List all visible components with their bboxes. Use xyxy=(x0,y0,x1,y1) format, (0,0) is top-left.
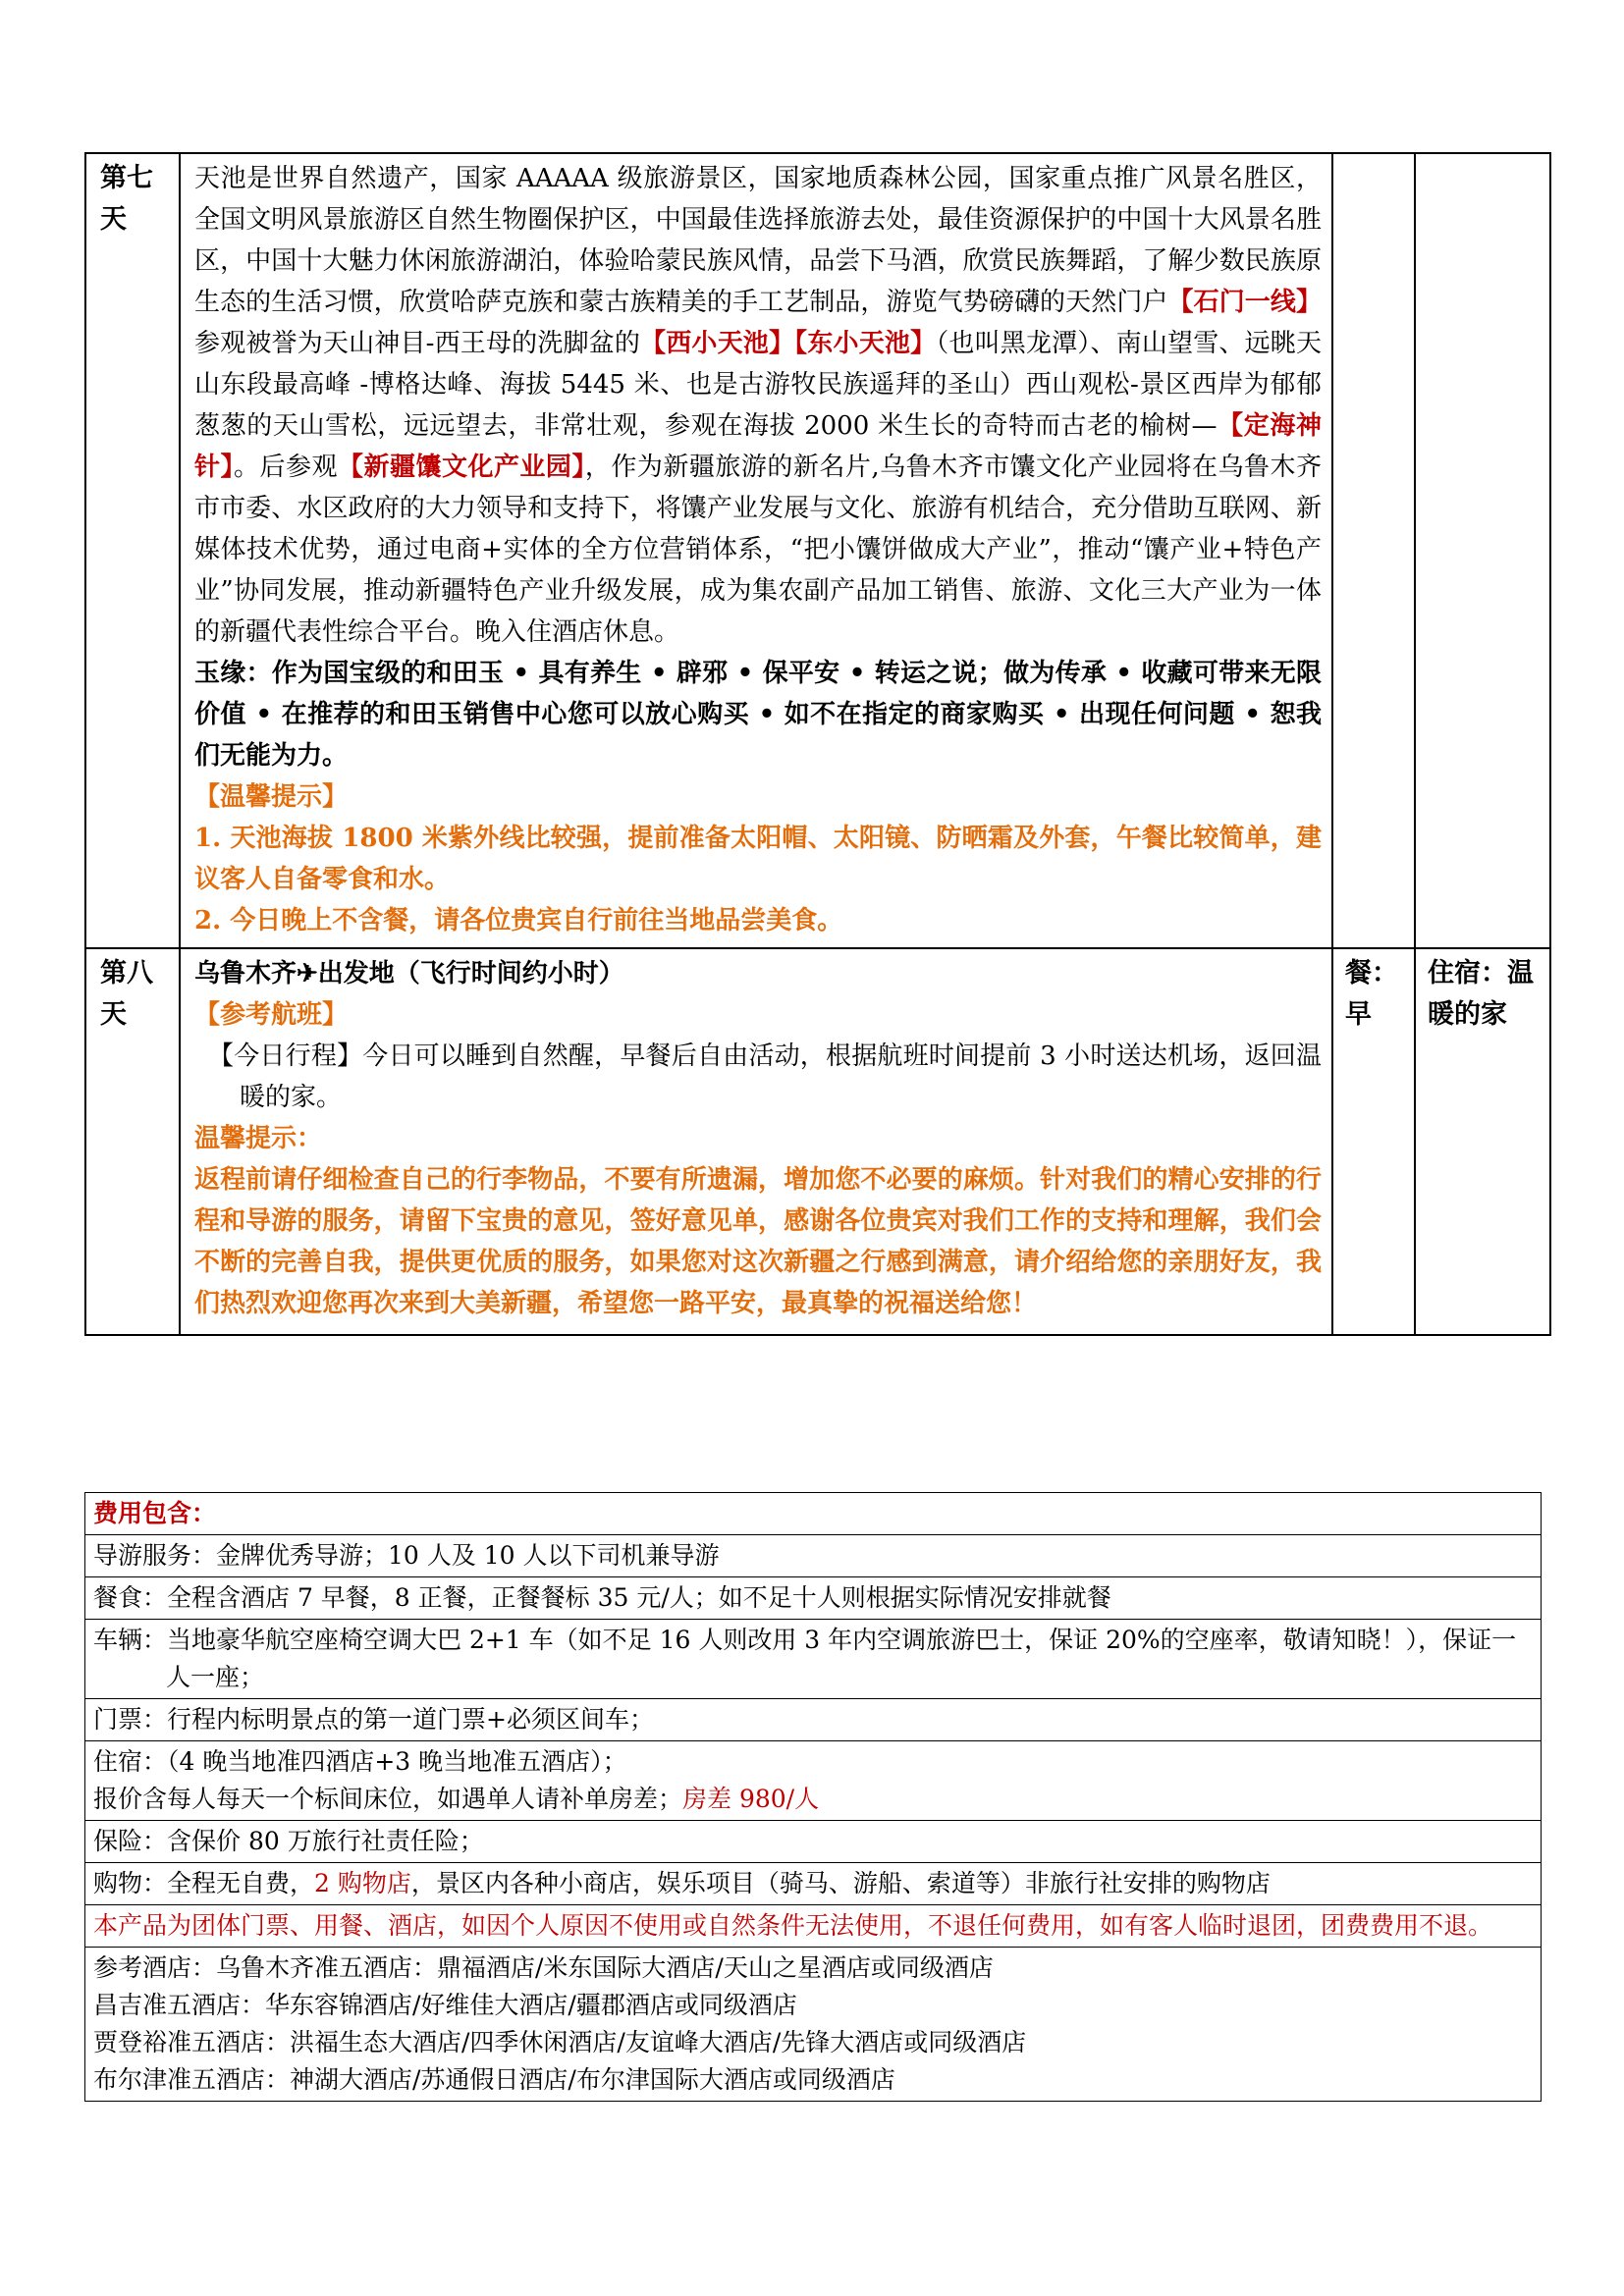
single-room-surcharge: 房差 980/人 xyxy=(682,1785,820,1813)
day7-content xyxy=(180,153,1332,948)
day8-meal: 餐：早 xyxy=(1332,948,1415,1335)
hotel-ref-4: 布尔津准五酒店：神湖大酒店/苏通假日酒店/布尔津国际大酒店或同级酒店 xyxy=(93,2065,895,2094)
day8-label: 第八天 xyxy=(85,948,180,1335)
spot-nang-park: 【新疆馕文化产业园】 xyxy=(337,453,585,482)
hotel-ref-1: 参考酒店：乌鲁木齐准五酒店：鼎福酒店/米东国际大酒店/天山之星酒店或同级酒店 xyxy=(93,1953,994,1982)
fee-lodging xyxy=(85,1741,1542,1821)
day7-jade-note: 玉缘：作为国宝级的和田玉 • 具有养生 • 辟邪 • 保平安 • 转运之说；做为传承 • 收藏可带来无限价值 • 在推荐的和田玉销售中心您可以放心购买 • 如不在指定的商家购买 • 出现任何问题 • 恕我们无能为力。 xyxy=(194,659,1322,771)
day7-label: 第七天 xyxy=(85,153,180,948)
day7-tip-1: 1. 天池海拔 1800 米紫外线比较强，提前准备太阳帽、太阳镜、防晒霜及外套，午餐比较简单，建议客人自备零食和水。 xyxy=(194,824,1322,894)
fee-table xyxy=(84,1492,1542,2102)
spot-tianchi: 【西小天池】【东小天池】 xyxy=(640,329,937,358)
spot-dinghai: 【定海神针】 xyxy=(194,411,1322,482)
day7-hotel xyxy=(1415,153,1550,948)
fee-shopping: 购物：全程无自费，2 购物店，景区内各种小商店，娱乐项目（骑马、游船、索道等）非旅行社安排的购物店 xyxy=(85,1863,1542,1905)
day7-tip-title: 【温馨提示】 xyxy=(194,782,349,812)
fee-insurance: 保险：含保价 80 万旅行社责任险； xyxy=(85,1821,1542,1863)
spot-shimen: 【石门一线】 xyxy=(1167,288,1322,317)
fee-guide: 导游服务：金牌优秀导游；10 人及 10 人以下司机兼导游 xyxy=(85,1535,1542,1577)
day8-route: 乌鲁木齐✈出发地（飞行时间约小时） xyxy=(194,959,624,988)
fee-hotels xyxy=(85,1948,1542,2102)
hotel-ref-3: 贾登裕准五酒店：洪福生态大酒店/四季休闲酒店/友谊峰大酒店/先锋大酒店或同级酒店 xyxy=(93,2028,1027,2056)
day8-tip-body: 返程前请仔细检查自己的行李物品，不要有所遗漏，增加您不必要的麻烦。针对我们的精心安排的行程和导游的服务，请留下宝贵的意见，签好意见单，感谢各位贵宾对我们工作的支持和理解，我们会不断的完善自我，提供更优质的服务，如果您对这次新疆之行感到满意，请介绍给您的亲朋好友，我们热烈欢迎您再次来到大美新疆，希望您一路平安，最真挚的祝福送给您！ xyxy=(194,1165,1322,1318)
shopping-count: 2 购物店 xyxy=(314,1869,411,1897)
day8-hotel: 住宿：温暖的家 xyxy=(1415,948,1550,1335)
fee-lodging-line1: 住宿：（4 晚当地准四酒店+3 晚当地准五酒店）； xyxy=(93,1747,627,1776)
fee-lodging-line2: 报价含每人每天一个标间床位，如遇单人请补单房差；房差 980/人 xyxy=(93,1785,820,1813)
fee-food: 餐食：全程含酒店 7 早餐，8 正餐，正餐餐标 35 元/人；如不足十人则根据实际情况安排就餐 xyxy=(85,1577,1542,1620)
fee-vehicle: 车辆：当地豪华航空座椅空调大巴 2+1 车（如不足 16 人则改用 3 年内空调旅游巴士，保证 20%的空座率，敬请知晓！），保证一人一座； xyxy=(85,1620,1542,1699)
fee-title: 费用包含： xyxy=(85,1493,1542,1535)
itinerary-table xyxy=(84,152,1551,1336)
day7-row xyxy=(85,153,1550,948)
day8-tip-title: 温馨提示： xyxy=(194,1124,323,1153)
day7-paragraph: 天池是世界自然遗产，国家 AAAAA 级旅游景区，国家地质森林公园，国家重点推广风景名胜区，全国文明风景旅游区自然生物圈保护区，中国最佳选择旅游去处，最佳资源保护的中国十大风景名胜区，中国十大魅力休闲旅游湖泊，体验哈蒙民族风情，品尝下马酒，欣赏民族舞蹈，了解少数民族原生态的生活习惯，欣赏哈萨克族和蒙古族精美的手工艺制品，游览气势磅礴的天然门户【石门一线】参观被誉为天山神目-西王母的洗脚盆的【西小天池】【东小天池】（也叫黑龙潭）、南山望雪、远眺天山东段最高峰 -博格达峰、海拔 5445 米、也是古游牧民族遥拜的圣山）西山观松-景区西岸为郁郁葱葱的天山雪松，远远望去，非常壮观，参观在海拔 2000 米生长的奇特而古老的榆树—【定海神针】。后参观【新疆馕文化产业园】，作为新疆旅游的新名片,乌鲁木齐市馕文化产业园将在乌鲁木齐市市委、水区政府的大力领导和支持下，将馕产业发展与文化、旅游有机结合，充分借助互联网、新媒体技术优势，通过电商+实体的全方位营销体系，“把小馕饼做成大产业”，推动“馕产业+特色产业”协同发展，推动新疆特色产业升级发展，成为集农副产品加工销售、旅游、文化三大产业为一体的新疆代表性综合平台。晚入住酒店休息。 xyxy=(194,164,1322,647)
day7-meal xyxy=(1332,153,1415,948)
day8-flight-title: 【参考航班】 xyxy=(194,1000,349,1030)
day7-tip-2: 2. 今日晚上不含餐，请各位贵宾自行前往当地品尝美食。 xyxy=(194,906,843,935)
day8-schedule: 【今日行程】今日可以睡到自然醒，早餐后自由活动，根据航班时间提前 3 小时送达机场，返回温暖的家。 xyxy=(208,1041,1322,1112)
hotel-ref-2: 昌吉准五酒店：华东容锦酒店/好维佳大酒店/疆郡酒店或同级酒店 xyxy=(93,1991,797,2019)
fee-notice: 本产品为团体门票、用餐、酒店，如因个人原因不使用或自然条件无法使用，不退任何费用，如有客人临时退团，团费费用不退。 xyxy=(85,1905,1542,1948)
fee-ticket: 门票：行程内标明景点的第一道门票+必须区间车； xyxy=(85,1699,1542,1741)
day8-content xyxy=(180,948,1332,1335)
day8-row xyxy=(85,948,1550,1335)
